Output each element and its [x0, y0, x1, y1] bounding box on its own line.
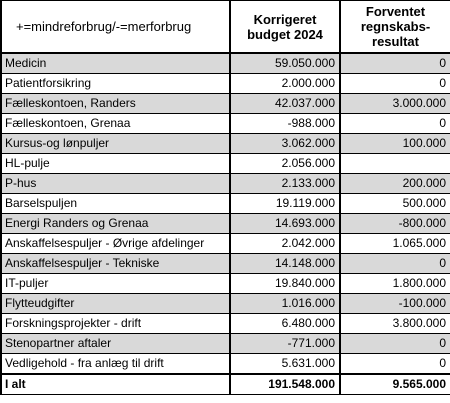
row-label: Medicin	[1, 53, 230, 74]
total-result: 9.565.000	[340, 374, 450, 395]
row-label: Patientforsikring	[1, 74, 230, 94]
row-result: 0	[340, 334, 450, 354]
row-label: Anskaffelsespuljer - Øvrige afdelinger	[1, 234, 230, 254]
table-row	[1, 214, 450, 234]
row-budget: 5.631.000	[230, 354, 340, 375]
row-label: Energi Randers og Grenaa	[1, 214, 230, 234]
row-label: P-hus	[1, 174, 230, 194]
row-result: 1.065.000	[340, 234, 450, 254]
row-budget: -771.000	[230, 334, 340, 354]
row-label: Kursus-og lønpuljer	[1, 134, 230, 154]
row-budget: 1.016.000	[230, 294, 340, 314]
row-result: -800.000	[340, 214, 450, 234]
row-budget: 2.042.000	[230, 234, 340, 254]
header-result: Forventet regnskabs-resultat	[340, 1, 450, 54]
total-row	[1, 374, 450, 395]
row-label: Vedligehold - fra anlæg til drift	[1, 354, 230, 375]
table-row	[1, 334, 450, 354]
row-budget: 19.119.000	[230, 194, 340, 214]
row-result: 0	[340, 53, 450, 74]
row-result: 0	[340, 74, 450, 94]
row-label: HL-pulje	[1, 154, 230, 174]
table-row	[1, 114, 450, 134]
row-budget: 42.037.000	[230, 94, 340, 114]
table-row	[1, 274, 450, 294]
row-result: 0	[340, 254, 450, 274]
table-row	[1, 354, 450, 375]
row-label: Barselspuljen	[1, 194, 230, 214]
row-result: -100.000	[340, 294, 450, 314]
table-row	[1, 234, 450, 254]
row-budget: 19.840.000	[230, 274, 340, 294]
table-row	[1, 194, 450, 214]
row-label: Fælleskontoen, Randers	[1, 94, 230, 114]
total-budget: 191.548.000	[230, 374, 340, 395]
table-row	[1, 154, 450, 174]
row-budget: 6.480.000	[230, 314, 340, 334]
row-budget: -988.000	[230, 114, 340, 134]
row-result: 1.800.000	[340, 274, 450, 294]
table-body	[1, 53, 450, 374]
row-budget: 14.148.000	[230, 254, 340, 274]
header-row	[1, 1, 450, 54]
row-label: IT-puljer	[1, 274, 230, 294]
header-legend: +=mindreforbrug/-=merforbrug	[1, 1, 230, 54]
table-row	[1, 134, 450, 154]
row-result: 3.000.000	[340, 94, 450, 114]
row-result	[340, 154, 450, 174]
table-row	[1, 53, 450, 74]
row-result: 0	[340, 114, 450, 134]
table-row	[1, 74, 450, 94]
table-row	[1, 314, 450, 334]
table-row	[1, 254, 450, 274]
row-budget: 3.062.000	[230, 134, 340, 154]
table-row	[1, 294, 450, 314]
row-budget: 14.693.000	[230, 214, 340, 234]
header-budget: Korrigeret budget 2024	[230, 1, 340, 54]
row-budget: 2.056.000	[230, 154, 340, 174]
row-result: 200.000	[340, 174, 450, 194]
row-label: Forskningsprojekter - drift	[1, 314, 230, 334]
table-row	[1, 94, 450, 114]
row-result: 3.800.000	[340, 314, 450, 334]
row-result: 100.000	[340, 134, 450, 154]
table-row	[1, 174, 450, 194]
row-label: Fælleskontoen, Grenaa	[1, 114, 230, 134]
total-label: I alt	[1, 374, 230, 395]
row-result: 500.000	[340, 194, 450, 214]
row-label: Stenopartner aftaler	[1, 334, 230, 354]
row-label: Anskaffelsespuljer - Tekniske	[1, 254, 230, 274]
row-budget: 2.133.000	[230, 174, 340, 194]
row-result: 0	[340, 354, 450, 375]
row-label: Flytteudgifter	[1, 294, 230, 314]
row-budget: 2.000.000	[230, 74, 340, 94]
row-budget: 59.050.000	[230, 53, 340, 74]
